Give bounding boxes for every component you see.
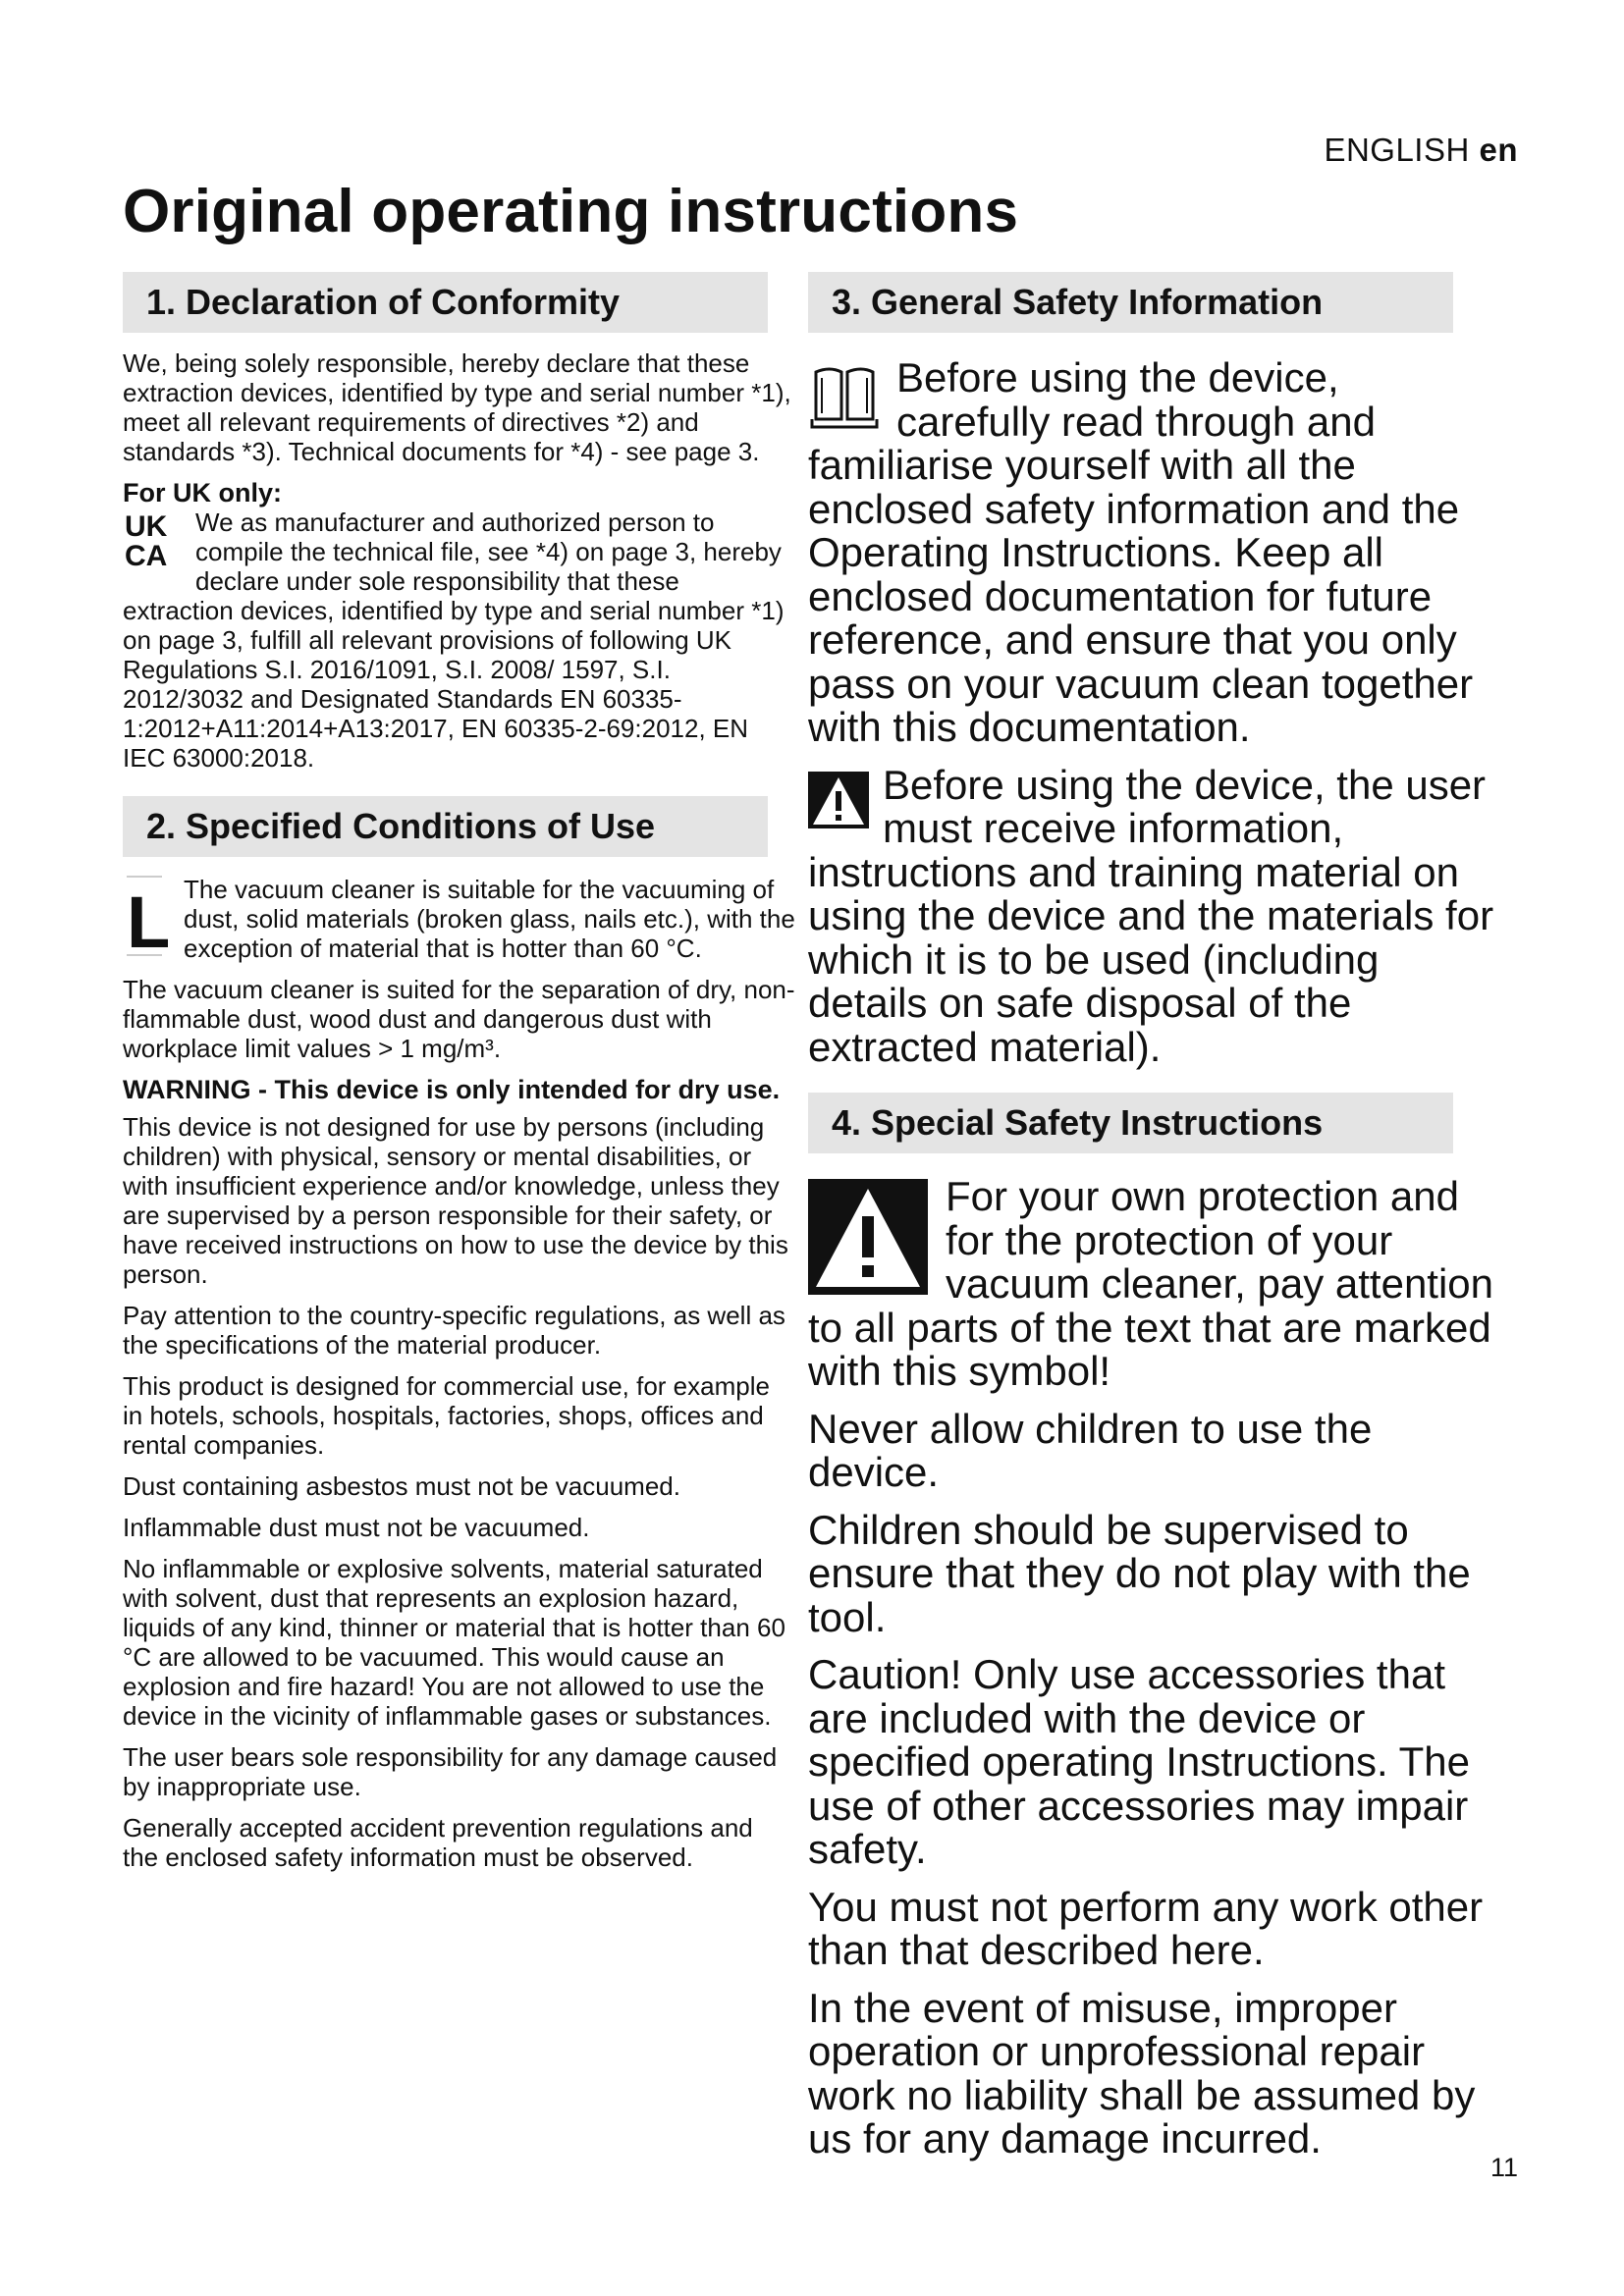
dust-class-block <box>123 875 795 963</box>
dust-class-letter: L <box>127 881 168 957</box>
general-safety-text-2: Before using the device, the user must receive information, instructions and training material on using the device and the materials for which it is to be used (including details on safe disposal of the extracted material). <box>808 761 1494 1070</box>
ukca-mark-top: UK <box>125 510 168 543</box>
section-1-heading: 1. Declaration of Conformity <box>123 272 768 333</box>
page-number: 11 <box>1489 2153 1518 2182</box>
dry-use-warning: WARNING - This device is only intended for dry use. <box>123 1075 781 1104</box>
warning-small-icon <box>808 772 877 832</box>
conditions-text-5: This product is designed for commercial use, for example in hotels, schools, hospitals, factories, shops, offices and rental companies. <box>123 1371 770 1460</box>
read-manual-icon <box>808 362 889 433</box>
conditions-text-4: Pay attention to the country-specific regulations, as well as the specifications of the material producer. <box>123 1301 785 1360</box>
left-column <box>123 272 795 1872</box>
page-title: Original operating instructions <box>123 178 1019 245</box>
special-safety-text-2: Never allow children to use the device. <box>808 1405 1373 1495</box>
uk-declaration-text: We as manufacturer and authorized person to compile the technical file, see *4) on page 3, hereby declare under sole responsibility that these extraction devices, identified by type and serial number *1) on page 3, fulfill all relevant provisions of following UK Regulations S.I. 2016/1091, S.I. 2008/ 1597, S.I. 2012/3032 and Designated Standards EN 60335-1:2012+A11:2014+A13:2017, EN 60335-2-69:2012, EN IEC 63000:2018. <box>123 507 785 773</box>
section-3-heading: 3. General Safety Information <box>808 272 1453 333</box>
declaration-text: We, being solely responsible, hereby declare that these extraction devices, identified by type and serial number *1), meet all relevant requirements of directives *2) and standards *3). Technical documents for *4) - see page 3. <box>123 348 791 466</box>
conditions-text-9: The user bears sole responsibility for any damage caused by inappropriate use. <box>123 1742 778 1801</box>
conditions-text-6: Dust containing asbestos must not be vacuumed. <box>123 1471 680 1501</box>
ukca-mark-icon <box>123 509 189 568</box>
dust-class-l-icon <box>123 875 174 957</box>
special-safety-text-6: In the event of misuse, improper operation or unprofessional repair work no liability shall be assumed by us for any damage incurred. <box>808 1984 1476 2162</box>
special-safety-text-3: Children should be supervised to ensure that they do not play with the tool. <box>808 1506 1471 1640</box>
special-safety-text-1: For your own protection and for the protection of your vacuum cleaner, pay attention to all parts of the text that are marked with this symbol! <box>808 1173 1494 1394</box>
conditions-text-1: The vacuum cleaner is suitable for the vacuuming of dust, solid materials (broken glass, nails etc.), with the exception of material that is hotter than 60 °C. <box>184 875 795 963</box>
conditions-text-8: No inflammable or explosive solvents, material saturated with solvent, dust that represents an explosion hazard, liquids of any kind, thinner or material that is hotter than 60 °C are allowed to be vacuumed. This would cause an explosion and fire hazard! You are not allowed to use the device in the vicinity of inflammable gases or substances. <box>123 1554 785 1731</box>
uk-declaration <box>123 507 795 773</box>
training-block <box>808 761 1495 1070</box>
read-manual-block <box>808 356 1495 750</box>
special-safety-text-5: You must not perform any work other than that described here. <box>808 1883 1484 1973</box>
conditions-text-3: This device is not designed for use by persons (including children) with physical, sensory or mental disabilities, or with insufficient experience and/or knowledge, unless they are supervised by a person responsible for their safety, or have received instructions on how to use the device by this person. <box>123 1112 788 1289</box>
section-4-heading: 4. Special Safety Instructions <box>808 1093 1453 1153</box>
general-safety-text-1: Before using the device, carefully read through and familiarise yourself with all the enclosed safety information and the Operating Instructions. Keep all enclosed documentation for future reference, and ensure that you only pass on your vacuum clean together with this documentation. <box>808 354 1474 750</box>
special-safety-text-4: Caution! Only use accessories that are included with the device or specified operating Instructions. The use of other accessories may impair safety. <box>808 1651 1470 1872</box>
right-column <box>808 272 1495 2162</box>
conditions-text-2: The vacuum cleaner is suited for the separation of dry, non-flammable dust, wood dust and dangerous dust with workplace limit values > 1 mg/m³. <box>123 975 795 1063</box>
language-code: en <box>1479 132 1518 168</box>
conditions-text-7: Inflammable dust must not be vacuumed. <box>123 1513 590 1542</box>
conditions-text-10: Generally accepted accident prevention regulations and the enclosed safety information must be observed. <box>123 1813 753 1872</box>
page-language-label <box>1324 132 1518 169</box>
section-2-heading: 2. Specified Conditions of Use <box>123 796 768 857</box>
warning-large-icon <box>808 1179 938 1301</box>
language-name: ENGLISH <box>1324 132 1470 168</box>
uk-only-heading: For UK only: <box>123 478 282 507</box>
symbol-notice-block <box>808 1175 1495 1394</box>
ukca-mark-bottom: CA <box>125 540 168 568</box>
